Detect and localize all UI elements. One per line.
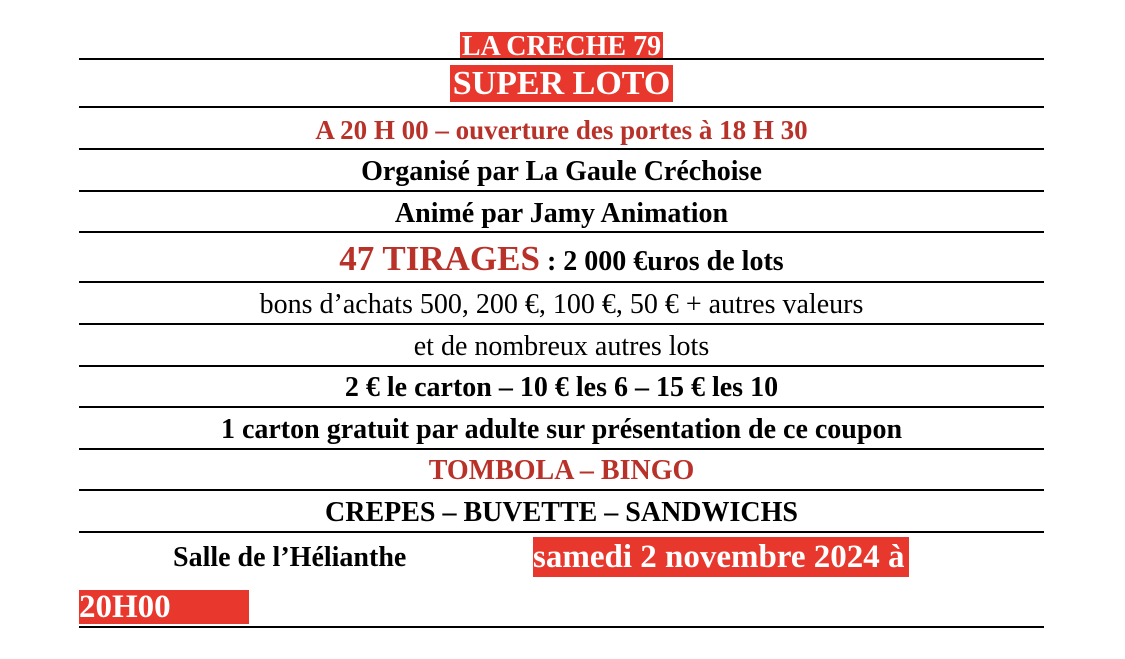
event-date: samedi 2 novembre 2024 à xyxy=(533,537,909,577)
host-line: Animé par Jamy Animation xyxy=(394,198,729,229)
headline-banner xyxy=(79,65,1044,103)
schedule-line: A 20 H 00 – ouverture des portes à 18 H 30 xyxy=(315,115,808,145)
vouchers-line: bons d’achats 500, 200 €, 100 €, 50 € + autres valeurs xyxy=(259,289,864,320)
venue-label: Salle de l’Hélianthe xyxy=(173,542,407,573)
draws-line xyxy=(79,238,1044,280)
divider xyxy=(79,281,1044,283)
event-time: 20H00 xyxy=(79,590,249,624)
divider xyxy=(79,148,1044,150)
divider xyxy=(79,626,1044,628)
prize-total: : 2 000 €uros de lots xyxy=(539,246,784,277)
organizer-line: Organisé par La Gaule Créchoise xyxy=(361,156,762,187)
divider xyxy=(79,106,1044,108)
divider xyxy=(79,489,1044,491)
other-prizes-line: et de nombreux autres lots xyxy=(413,331,710,362)
pricing-line: 2 € le carton – 10 € les 6 – 15 € les 10 xyxy=(344,372,779,403)
divider xyxy=(79,365,1044,367)
divider xyxy=(79,531,1044,533)
divider xyxy=(79,406,1044,408)
divider xyxy=(79,58,1044,60)
draws-count: 47 TIRAGES xyxy=(339,239,540,278)
refreshments-line: CREPES – BUVETTE – SANDWICHS xyxy=(325,497,798,528)
town-label: LA CRECHE 79 xyxy=(461,32,662,58)
divider xyxy=(79,190,1044,192)
coupon-line: 1 carton gratuit par adulte sur présentation de ce coupon xyxy=(220,414,903,445)
divider xyxy=(79,323,1044,325)
headline: SUPER LOTO xyxy=(450,65,674,102)
divider xyxy=(79,231,1044,233)
extras-line: TOMBOLA – BINGO xyxy=(428,455,695,486)
divider xyxy=(79,448,1044,450)
town-banner xyxy=(79,26,1044,58)
